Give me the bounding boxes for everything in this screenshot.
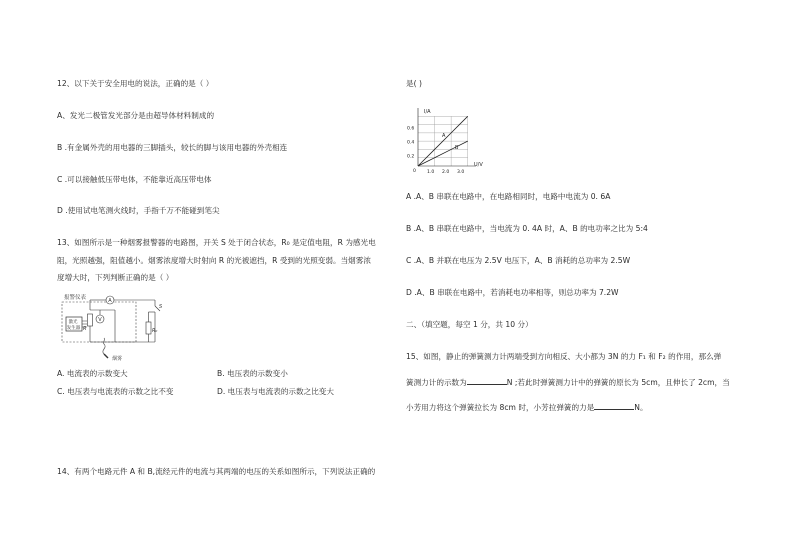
q15-line-3 bbox=[406, 401, 648, 413]
q12-option-a: A、发光二极管发光部分是由超导体材料制成的 bbox=[57, 111, 215, 120]
q13-option-a: A. 电流表的示数变大 bbox=[57, 369, 128, 378]
x-axis-label: U/V bbox=[474, 162, 483, 168]
switch-label: S bbox=[159, 304, 163, 310]
q13-line-1: 13、如图所示是一种烟雾报警器的电路图，开关 S 处于闭合状态，R₀ 是定值电阻，R 为感光电 bbox=[57, 238, 376, 247]
x-tick-label: 3.0 bbox=[457, 170, 465, 175]
laser-label-1: 激光 bbox=[68, 320, 78, 325]
voltmeter-label: V bbox=[98, 317, 102, 323]
q14-option-d: D .A、B 串联在电路中，若消耗电功率相等，则总功率为 7.2W bbox=[406, 288, 619, 297]
r0-label: R₀ bbox=[152, 329, 158, 334]
q13-option-c: C. 电压表与电流表的示数之比不变 bbox=[57, 387, 174, 396]
q15-line-2-a: 簧测力计的示数为 bbox=[406, 378, 467, 387]
q12-stem: 12、以下关于安全用电的说法，正确的是（ ） bbox=[57, 79, 214, 88]
series-b-label: B bbox=[455, 145, 459, 151]
ammeter-label: A bbox=[108, 298, 112, 304]
smoke-alarm-circuit-figure bbox=[60, 292, 172, 362]
q15-line-3-b: N。 bbox=[634, 403, 648, 412]
laser-label-2: 发生器 bbox=[66, 326, 81, 331]
r-label: R bbox=[83, 326, 87, 332]
y-axis-label: I/A bbox=[424, 109, 431, 115]
series-line-b bbox=[418, 141, 468, 166]
iu-graph bbox=[404, 104, 490, 182]
y-tick-label: 0.6 bbox=[407, 126, 415, 132]
q15-line-1: 15、如图，静止的弹簧测力计两端受到方向相反、大小都为 3N 的力 F₁ 和 F₂ 的作用，那么弹 bbox=[406, 352, 722, 361]
q14-continuation: 是( ) bbox=[406, 79, 422, 88]
q12-option-c: C .可以接触低压带电体，不能靠近高压带电体 bbox=[57, 175, 212, 184]
q14-option-c: C .A、B 并联在电压为 2.5V 电压下，A、B 消耗的总功率为 2.5W bbox=[406, 256, 631, 265]
x-tick-label: 2.0 bbox=[442, 170, 450, 175]
q12-option-b: B .有金属外壳的用电器的三脚插头，较长的脚与该用电器的外壳相连 bbox=[57, 143, 288, 152]
q13-option-d: D. 电压表与电流表的示数之比变大 bbox=[217, 387, 334, 396]
q14-option-b: B .A、B 串联在电路中，当电流为 0. 4A 时，A、B 的电功率之比为 5:4 bbox=[406, 224, 648, 233]
y-tick-label: 0.4 bbox=[407, 140, 415, 146]
q15-line-2-b: N ;若此时弹簧测力计中的弹簧的原长为 5cm，且伸长了 2cm，当 bbox=[506, 378, 730, 387]
section-2-heading: 二、（填空题，每空 1 分，共 10 分） bbox=[406, 320, 533, 329]
fixed-resistor bbox=[146, 322, 151, 334]
sensor-resistor bbox=[88, 314, 93, 326]
smoke-icon bbox=[103, 338, 105, 354]
q13-option-b: B. 电压表的示数变小 bbox=[217, 369, 288, 378]
q15-line-3-a: 小芳用力将这个弹簧拉长为 8cm 时，小芳拉弹簧的力是 bbox=[406, 403, 595, 412]
q15-blank-2[interactable] bbox=[594, 401, 634, 410]
x-tick-label: 1.0 bbox=[427, 170, 435, 175]
origin-label: 0 bbox=[413, 169, 416, 174]
q15-line-2 bbox=[406, 376, 730, 388]
q15-blank-1[interactable] bbox=[467, 376, 507, 385]
q12-option-d: D .使用试电笔测火线时，手指千万不能碰到笔尖 bbox=[57, 206, 220, 215]
q13-line-2: 阻，光照越强，阻值越小。烟雾浓度增大时射向 R 的光被遮挡，R 受到的光照变弱。当烟雾浓 bbox=[57, 256, 371, 265]
alarm-label: 报警仪表 bbox=[64, 295, 87, 301]
series-a-label: A bbox=[442, 133, 446, 139]
q14-option-a: A .A、B 串联在电路中，在电路相同时，电路中电流为 0. 6A bbox=[406, 192, 611, 201]
y-tick-label: 0.2 bbox=[407, 154, 415, 160]
smoke-label: 烟雾 bbox=[112, 356, 123, 362]
q13-line-3: 度增大时，下列判断正确的是（ ） bbox=[57, 273, 174, 282]
q14-stem: 14、有两个电路元件 A 和 B,流经元件的电流与其两端的电压的关系如图所示，下列说法正确的 bbox=[57, 467, 376, 476]
